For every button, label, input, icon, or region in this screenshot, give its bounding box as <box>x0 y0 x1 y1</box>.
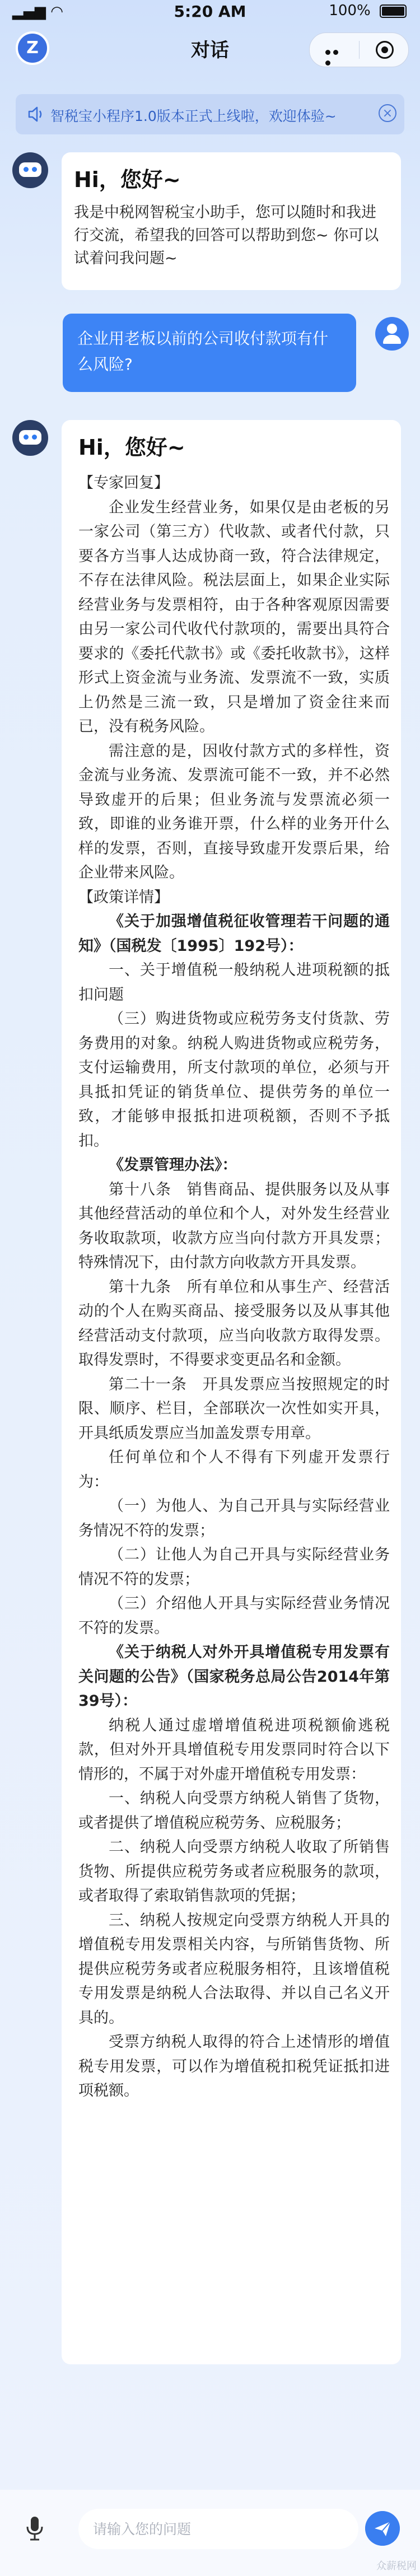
answer-paragraph: 企业发生经营业务，如果仅是由老板的另一家公司（第三方）代收款、或者代付款，只要各方当事人达成协商一致，符合法律规定，不存在法律风险。税法层面上，如果企业实际经营业务与发票相符，由于各种客观原因需要由另一家公司代收代付款项的，需要出具符合要求的《委托代款书》或《委托收款书》，这样形式上资金流与业务流、发票流不一致，实质上仍然是三流一致，只是增加了资金往来而已，没有税务风险。 <box>78 498 390 735</box>
answer-paragraph: 《关于纳税人对外开具增值税专用发票有关问题的公告》（国家税务总局公告2014年第39号）： <box>78 1644 390 1710</box>
user-message: 企业用老板以前的公司收付款项有什么风险? <box>63 314 356 392</box>
answer-paragraph: （二）让他人为自己开具与实际经营业务情况不符的发票； <box>78 1546 390 1588</box>
answer-paragraph: 《关于加强增值税征收管理若干问题的通知》（国税发〔1995〕192号）： <box>78 913 390 955</box>
answer-paragraph: 任何单位和个人不得有下列虚开发票行为： <box>78 1449 390 1491</box>
microphone-icon[interactable] <box>25 2516 45 2541</box>
logo-letter: Z <box>26 38 39 58</box>
bot-avatar <box>12 152 48 188</box>
battery-percent: 100% <box>329 2 371 19</box>
close-miniprogram-icon[interactable] <box>376 41 394 59</box>
miniprogram-capsule <box>309 32 409 67</box>
answer-message <box>62 420 401 2364</box>
speaker-icon <box>26 104 46 124</box>
answer-paragraph: 受票方纳税人取得的符合上述情形的增值税专用发票，可以作为增值税扣税凭证抵扣进项税额。 <box>78 2033 390 2099</box>
capsule-divider <box>359 41 360 59</box>
welcome-message <box>62 152 401 290</box>
battery-icon <box>380 4 407 18</box>
answer-paragraph: （三）购进货物或应税劳务支付货款、劳务费用的对象。纳税人购进货物或应税劳务，支付运输费用，所支付款项的单位，必须与开具抵扣凭证的销货单位、提供劳务的单位一致，才能够申报抵扣进项税额，否则不予抵扣。 <box>78 1010 390 1150</box>
answer-paragraph: 第二十一条 开具发票应当按照规定的时限、顺序、栏目，全部联次一次性如实开具，开具纸质发票应当加盖发票专用章。 <box>78 1375 390 1442</box>
answer-greeting: Hi，您好~ <box>78 435 185 460</box>
answer-paragraph: 二、纳税人向受票方纳税人收取了所销售货物、所提供应税劳务或者应税服务的款项，或者取得了索取销售款项的凭据； <box>78 1838 390 1905</box>
answer-paragraph: 纳税人通过虚增增值税进项税额偷逃税款，但对外开具增值税专用发票同时符合以下情形的，不属于对外虚开增值税专用发票： <box>78 1716 390 1783</box>
more-icon[interactable] <box>325 46 348 53</box>
answer-paragraph: （一）为他人、为自己开具与实际经营业务情况不符的发票； <box>78 1497 390 1539</box>
watermark: 众薪税网 <box>376 2560 417 2572</box>
answer-paragraph: 第十九条 所有单位和从事生产、经营活动的个人在购买商品、接受服务以及从事其他经营活动支付款项，应当向收款方取得发票。取得发票时，不得要求变更品名和金额。 <box>78 1278 390 1369</box>
answer-paragraph: 第十八条 销售商品、提供服务以及从事其他经营活动的单位和个人，对外发生经营业务收取款项，收款方应当向付款方开具发票；特殊情况下，由付款方向收款方开具发票。 <box>78 1180 390 1271</box>
answer-paragraph: 一、关于增值税一般纳税人进项税额的抵扣问题 <box>78 962 390 1004</box>
user-avatar <box>375 317 409 351</box>
answer-paragraph: 《发票管理办法》： <box>109 1156 237 1174</box>
answer-paragraph: （三）介绍他人开具与实际经营业务情况不符的发票。 <box>78 1595 390 1637</box>
answer-paragraph: 【政策详情】 <box>78 888 169 906</box>
page-title: 对话 <box>191 39 229 62</box>
close-notice-icon[interactable]: × <box>379 104 396 122</box>
question-input[interactable] <box>78 2509 358 2549</box>
signal-wifi-icon: ▂▄▆ ◠ <box>12 3 63 20</box>
status-bar <box>0 0 420 24</box>
send-button[interactable] <box>365 2511 400 2546</box>
input-bar <box>0 2490 420 2576</box>
answer-body <box>78 471 390 2103</box>
battery-indicator <box>329 2 407 19</box>
answer-paragraph: 【专家回复】 <box>78 474 169 492</box>
answer-paragraph: 三、纳税人按规定向受票方纳税人开具的增值税专用发票相关内容，与所销售货物、所提供应税劳务或者应税服务相符，且该增值税专用发票是纳税人合法取得、并以自己名义开具的。 <box>78 1911 390 2027</box>
nav-bar <box>0 24 420 74</box>
announcement-text: 智税宝小程序1.0版本正式上线啦，欢迎体验~ <box>50 108 337 124</box>
announcement-bar <box>16 94 404 134</box>
answer-paragraph: 一、纳税人向受票方纳税人销售了货物，或者提供了增值税应税劳务、应税服务； <box>78 1790 390 1832</box>
status-time: 5:20 AM <box>174 2 246 21</box>
welcome-greeting: Hi，您好~ <box>74 167 181 192</box>
answer-paragraph: 需注意的是，因收付款方式的多样性，资金流与业务流、发票流可能不一致，并不必然导致虚开的后果；但业务流与发票流必须一致，即谁的业务谁开票，什么样的业务开什么样的发票，否则，直接导致虚开发票后果，给企业带来风险。 <box>78 742 390 881</box>
bot-avatar <box>12 420 48 456</box>
welcome-text: 我是中税网智税宝小助手，您可以随时和我进行交流，希望我的回答可以帮助到您~ 你可以试着问我问题~ <box>74 204 379 267</box>
